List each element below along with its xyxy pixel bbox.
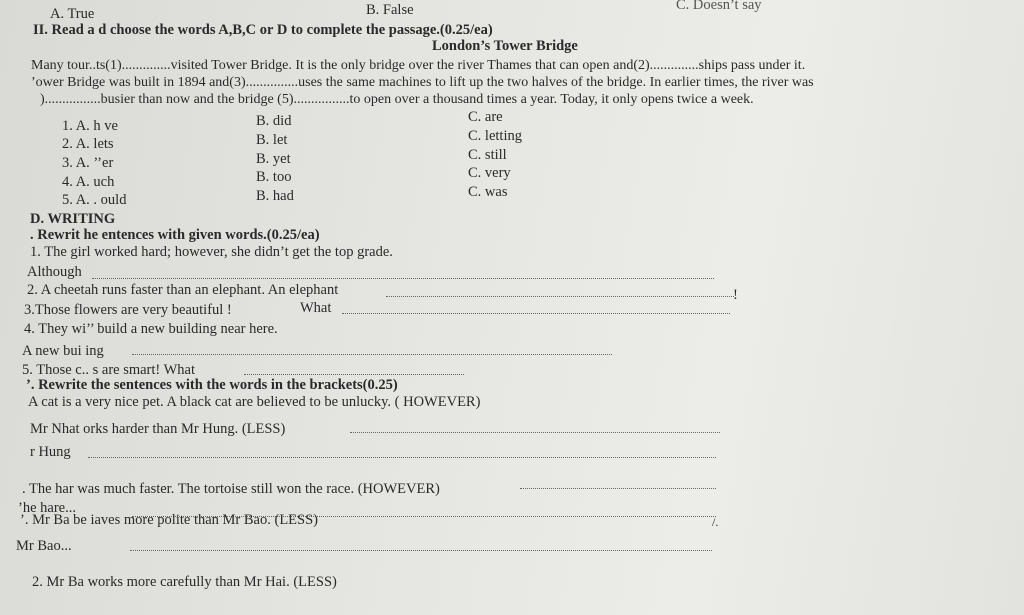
rewrite-item-5-prompt: 5. Those c.. s are smart! What <box>22 362 196 378</box>
option-1a: 1. A. h ve <box>62 118 118 134</box>
option-2b: B. let <box>256 132 288 148</box>
rewrite-item-1-prompt: 1. The girl worked hard; however, she didn’t get the top grade. <box>30 244 393 260</box>
answer-line-7[interactable] <box>88 457 716 458</box>
rewrite2-item-3-start: ’he hare... <box>18 500 76 516</box>
passage-line-2: ’ower Bridge was built in 1894 and(3)...............uses the same machines to lift up the two halves of the bridge. In earlier times, the river was <box>31 75 814 90</box>
option-5b: B. had <box>256 188 294 204</box>
option-5c: C. was <box>468 184 508 200</box>
rewrite2-item-1-prompt: A cat is a very nice pet. A black cat are believed to be unlucky. ( HOWEVER) <box>28 394 481 410</box>
option-5a: 5. A. . ould <box>62 192 127 208</box>
answer-line-4[interactable] <box>132 354 612 355</box>
passage-line-3: )................busier than now and the bridge (5)................to open over a thousand times a year. Today, it only opens twice a week. <box>40 92 754 107</box>
option-2c: C. letting <box>468 128 522 144</box>
rewrite-item-4-prompt: 4. They wi’’ build a new building near here. <box>24 321 278 337</box>
answer-line-1[interactable] <box>92 278 714 279</box>
passage-title: London’s Tower Bridge <box>432 38 578 54</box>
rewrite2-item-5-prompt: 2. Mr Ba works more carefully than Mr Hai. (LESS) <box>32 574 337 590</box>
rewrite-item-2-prompt: 2. A cheetah runs faster than an elephant. An elephant <box>27 282 339 298</box>
rewrite-part2-heading: ’. Rewrite the sentences with the words in the brackets(0.25) <box>26 377 398 393</box>
answer-line-8[interactable] <box>520 488 716 489</box>
option-1b: B. did <box>256 113 292 129</box>
option-doesnt-say: C. Doesn’t say <box>676 0 762 13</box>
option-true: A. True <box>50 6 95 22</box>
rewrite2-item-3-prompt: . The har was much faster. The tortoise still won the race. (HOWEVER) <box>22 481 440 497</box>
option-2a: 2. A. lets <box>62 136 114 152</box>
answer-line-3[interactable] <box>342 313 730 314</box>
option-4b: B. too <box>256 169 292 185</box>
rewrite-part1-heading: . Rewrit he entences with given words.(0.25/ea) <box>30 227 320 243</box>
option-1c: C. are <box>468 109 503 125</box>
rewrite2-item-2-prompt: Mr Nhat orks harder than Mr Hung. (LESS) <box>30 421 286 437</box>
passage-line-1: Many tour..ts(1)..............visited Tower Bridge. It is the only bridge over the river Thames that can open and(2)..............ships pass under it. <box>31 58 806 73</box>
rewrite2-item-2-start: r Hung <box>30 444 71 460</box>
answer-line-6[interactable] <box>350 432 720 433</box>
rewrite2-item-4-start: Mr Bao... <box>16 538 72 554</box>
option-3c: C. still <box>468 147 507 163</box>
rewrite-item-3-start: What <box>300 300 332 316</box>
writing-heading: D. WRITING <box>30 211 116 227</box>
rewrite-item-1-start: Although <box>27 264 82 280</box>
option-4c: C. very <box>468 165 511 181</box>
rewrite-item-3-prompt: 3.Those flowers are very beautiful ! <box>24 302 232 318</box>
option-4a: 4. A. uch <box>62 174 115 190</box>
rewrite2-item-4-prompt: ’. Mr Ba be iaves more polite than Mr Bao. (LESS) <box>20 512 318 528</box>
rewrite-item-4-start: A new bui ing <box>22 343 104 359</box>
section-ii-heading: II. Read a d choose the words A,B,C or D to complete the passage.(0.25/ea) <box>33 22 493 38</box>
option-3a: 3. A. ’’er <box>62 155 114 171</box>
answer-line-10[interactable] <box>130 550 712 551</box>
rewrite-item-3-end: ! <box>733 287 738 303</box>
option-3b: B. yet <box>256 151 291 167</box>
option-false: B. False <box>366 2 414 18</box>
answer-line-2[interactable] <box>386 296 734 297</box>
rewrite2-item-4-end: /. <box>712 515 719 529</box>
answer-line-5[interactable] <box>244 374 464 375</box>
